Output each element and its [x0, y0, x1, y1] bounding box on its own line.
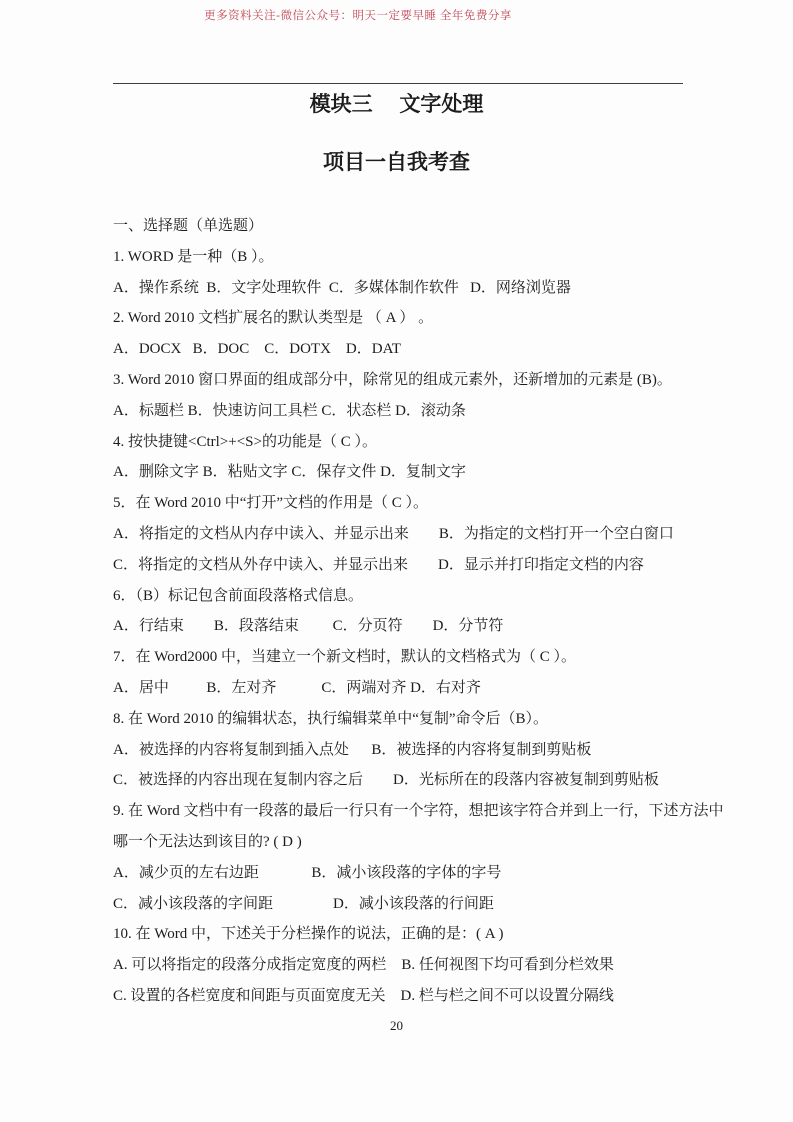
question-1-options: A．操作系统 B．文字处理软件 C．多媒体制作软件 D．网络浏览器	[113, 279, 571, 296]
question-5-options-ab: A．将指定的文档从内存中读入、并显示出来 B．为指定的文档打开一个空白窗口	[113, 525, 674, 542]
question-5-options-cd: C．将指定的文档从外存中读入、并显示出来 D．显示并打印指定文档的内容	[113, 556, 644, 573]
question-10: 10. 在 Word 中，下述关于分栏操作的说法，正确的是：( A )	[113, 926, 504, 943]
question-9-line2: 哪一个无法达到该目的? ( D )	[113, 833, 302, 850]
question-6: 6．（B）标记包含前面段落格式信息。	[113, 587, 364, 604]
question-9-options-cd: C．减小该段落的字间距 D．减小该段落的行间距	[113, 895, 494, 912]
question-4-options: A．删除文字 B．粘贴文字 C．保存文件 D．复制文字	[113, 464, 466, 481]
page-number: 20	[390, 1018, 403, 1033]
promo-header-text: 更多资料关注-微信公众号：明天一定要早睡 全年免费分享	[204, 10, 512, 22]
question-10-options-cd: C. 设置的各栏宽度和间距与页面宽度无关 D. 栏与栏之间不可以设置分隔线	[113, 987, 614, 1004]
question-3: 3. Word 2010 窗口界面的组成部分中，除常见的组成元素外，还新增加的元素是 (B)。	[113, 371, 672, 388]
question-6-options: A．行结束 B．段落结束 C．分页符 D．分节符	[113, 618, 504, 635]
question-8-options-ab: A．被选择的内容将复制到插入点处 B．被选择的内容将复制到剪贴板	[113, 741, 592, 758]
question-list	[113, 211, 724, 1012]
header-divider-line	[113, 83, 683, 84]
question-2-options: A．DOCX B．DOC C．DOTX D．DAT	[113, 341, 401, 358]
section-heading: 一、选择题（单选题）	[113, 218, 264, 234]
question-2: 2. Word 2010 文档扩展名的默认类型是 （ A ） 。	[113, 310, 434, 327]
question-3-options: A．标题栏 B．快速访问工具栏 C．状态栏 D．滚动条	[113, 402, 466, 419]
question-8-options-cd: C．被选择的内容出现在复制内容之后 D．光标所在的段落内容被复制到剪贴板	[113, 772, 659, 789]
question-7: 7．在 Word2000 中，当建立一个新文档时，默认的文档格式为（ C ）。	[113, 649, 576, 666]
question-1: 1. WORD 是一种（B ）。	[113, 248, 274, 265]
question-4: 4. 按快捷键<Ctrl>+<S>的功能是（ C ）。	[113, 433, 377, 450]
question-9-options-ab: A．减少页的左右边距 B．减小该段落的字体的字号	[113, 864, 502, 881]
question-5: 5．在 Word 2010 中“打开”文档的作用是（ C ）。	[113, 495, 429, 512]
question-10-options-ab: A. 可以将指定的段落分成指定宽度的两栏 B. 任何视图下均可看到分栏效果	[113, 957, 614, 974]
page-subtitle: 项目一自我考查	[323, 151, 470, 174]
question-7-options: A．居中 B．左对齐 C．两端对齐 D．右对齐	[113, 679, 481, 696]
question-9-line1: 9. 在 Word 文档中有一段落的最后一行只有一个字符，想把该字符合并到上一行，下述方法中	[113, 803, 724, 820]
page-title: 模块三 文字处理	[309, 93, 484, 116]
question-8: 8. 在 Word 2010 的编辑状态，执行编辑菜单中“复制”命令后（B）。	[113, 710, 549, 727]
